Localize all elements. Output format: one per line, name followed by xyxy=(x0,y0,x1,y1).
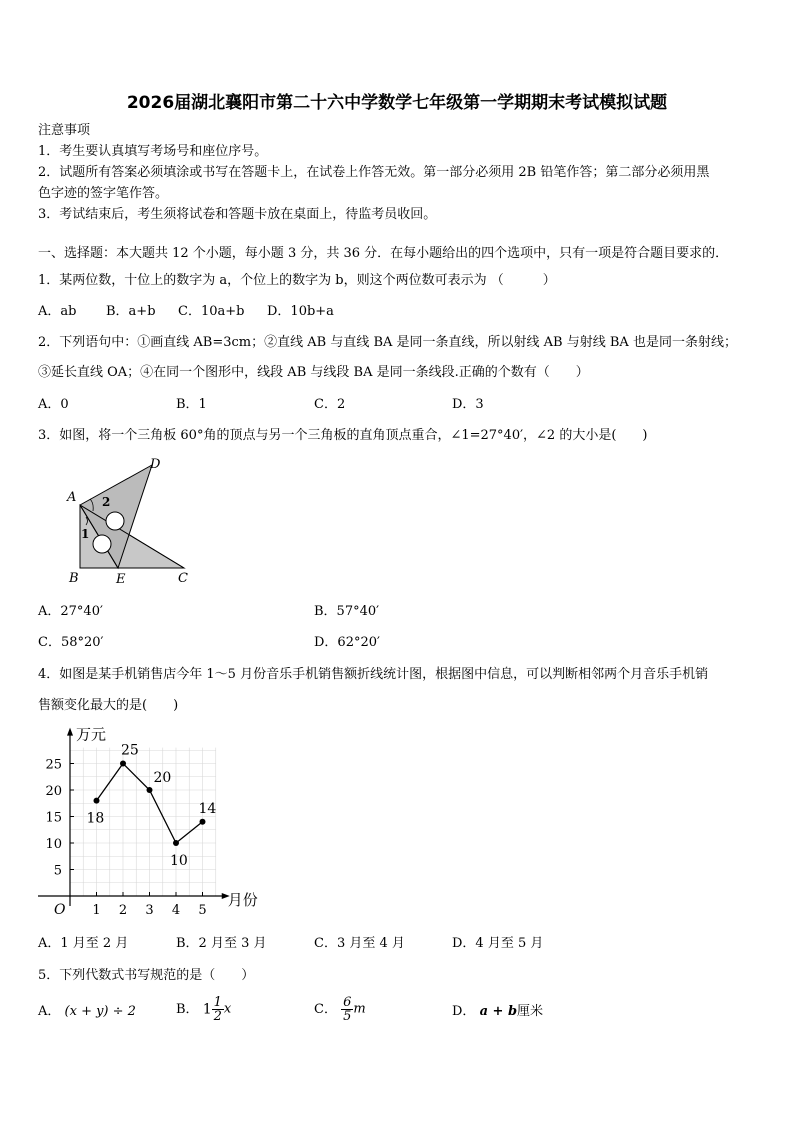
q2-option-d[interactable]: D．3 xyxy=(452,397,484,412)
q3-option-a[interactable]: A．27°40′ xyxy=(38,604,103,619)
q5-option-b-whole: 1 xyxy=(202,1001,212,1018)
y-tick-label: 5 xyxy=(53,863,62,879)
q1-option-c[interactable]: C．10a+b xyxy=(178,304,245,319)
q2-option-c[interactable]: C．2 xyxy=(314,397,346,412)
sales-line-chart xyxy=(30,724,270,924)
q5-option-c-num: 6 xyxy=(343,995,352,1010)
q5-option-d-unit: 厘米 xyxy=(517,1004,544,1019)
label-a: A xyxy=(67,490,77,505)
data-label: 18 xyxy=(86,810,105,827)
y-tick-label: 15 xyxy=(45,810,62,826)
x-tick-label: 5 xyxy=(198,903,207,918)
label-d: D xyxy=(150,457,161,472)
q5-option-a[interactable] xyxy=(38,1003,136,1021)
notice-heading: 注意事项 xyxy=(38,123,91,138)
q2-option-b[interactable]: B．1 xyxy=(176,397,207,412)
q4-option-d[interactable]: D．4 月至 5 月 xyxy=(452,936,544,951)
x-tick-label: 1 xyxy=(92,903,101,918)
q4-option-a[interactable]: A．1 月至 2 月 xyxy=(38,936,129,951)
data-point xyxy=(94,798,100,804)
y-tick-label: 25 xyxy=(45,757,62,773)
origin-label: O xyxy=(54,902,66,918)
x-axis-label: 月份 xyxy=(227,891,258,909)
q5-option-a-expr: (x + y) ÷ 2 xyxy=(64,1004,136,1019)
q3-option-d[interactable]: D．62°20′ xyxy=(314,635,380,650)
data-point xyxy=(147,787,153,793)
q4-option-b[interactable]: B．2 月至 3 月 xyxy=(176,936,267,951)
data-label: 20 xyxy=(153,770,172,786)
label-b: B xyxy=(69,571,79,586)
q5-option-c-fraction xyxy=(341,996,353,1023)
q5-option-b-fraction xyxy=(212,996,224,1023)
q5-option-c-den: 5 xyxy=(343,1009,352,1024)
y-tick-label: 10 xyxy=(45,837,62,852)
q4-option-c[interactable]: C．3 月至 4 月 xyxy=(314,936,405,951)
q5-option-b-var: x xyxy=(223,1001,232,1017)
data-label: 14 xyxy=(198,800,217,817)
q3-option-c[interactable]: C．58°20′ xyxy=(38,635,104,650)
question-4-line1: 4．如图是某手机销售店今年 1～5 月份音乐手机销售额折线统计图，根据图中信息，可以判断相邻两个月音乐手机销 xyxy=(38,667,709,682)
notice-item: 1．考生要认真填写考场号和座位序号。 xyxy=(38,144,268,159)
q5-option-b-num: 1 xyxy=(213,995,222,1010)
q5-option-d-label: D． xyxy=(452,1004,476,1019)
x-tick-label: 2 xyxy=(118,903,128,918)
data-point xyxy=(120,761,126,767)
q5-option-c-var: m xyxy=(353,1001,366,1017)
q1-option-b[interactable]: B．a+b xyxy=(106,304,156,319)
question-1: 1．某两位数，十位上的数字为 a，个位上的数字为 b，则这个两位数可表示为 （ ） xyxy=(38,273,556,288)
data-point xyxy=(200,819,206,825)
label-angle-1: 1 xyxy=(81,527,90,541)
section-heading: 一、选择题：本大题共 12 个小题，每小题 3 分，共 36 分．在每小题给出的四个选项中，只有一项是符合题目要求的． xyxy=(38,246,729,261)
q1-option-d[interactable]: D．10b+a xyxy=(267,304,334,319)
q5-option-c[interactable] xyxy=(314,996,366,1023)
question-2-line1: 2．下列语句中：①画直线 AB=3cm；②直线 AB 与直线 BA 是同一条直线，所以射线 AB 与射线 BA 也是同一条射线； xyxy=(38,335,737,350)
y-axis-arrow xyxy=(67,728,73,736)
question-3: 3．如图，将一个三角板 60°角的顶点与另一个三角板的直角顶点重合，∠1=27°40′，∠2 的大小是( ) xyxy=(38,428,648,443)
notice-item: 2．试题所有答案必须填涂或书写在答题卡上，在试卷上作答无效。第一部分必须用 2B 铅笔作答；第二部分必须用黑 xyxy=(38,165,710,180)
y-tick-label: 20 xyxy=(45,784,62,799)
q5-option-d-expr: a + b xyxy=(479,1004,518,1019)
label-c: C xyxy=(178,571,188,586)
q5-option-c-label: C． xyxy=(314,1002,337,1017)
question-5: 5．下列代数式书写规范的是（ ） xyxy=(38,968,255,983)
q3-option-b[interactable]: B．57°40′ xyxy=(314,604,380,619)
q5-option-a-label: A． xyxy=(38,1004,61,1019)
notice-item: 3．考试结束后，考生须将试卷和答题卡放在桌面上，待监考员收回。 xyxy=(38,207,437,222)
y-axis-label: 万元 xyxy=(76,725,107,744)
q2-option-a[interactable]: A．0 xyxy=(38,397,69,412)
chart-labels xyxy=(45,726,257,918)
data-point xyxy=(173,840,179,846)
q5-option-b-label: B． xyxy=(176,1002,199,1017)
data-label: 10 xyxy=(170,853,188,869)
q5-option-d[interactable] xyxy=(452,1003,543,1021)
page-title: 2026届湖北襄阳市第二十六中学数学七年级第一学期期末考试模拟试题 xyxy=(126,93,668,113)
q1-option-a[interactable]: A．ab xyxy=(38,304,77,319)
q5-option-b[interactable] xyxy=(176,996,231,1023)
question-4-line2: 售额变化最大的是( ) xyxy=(38,698,179,713)
label-e: E xyxy=(116,572,126,587)
notice-item: 色字迹的签字笔作答。 xyxy=(38,186,169,201)
x-tick-label: 3 xyxy=(145,903,154,918)
q5-option-b-den: 2 xyxy=(213,1009,222,1024)
x-tick-label: 4 xyxy=(171,903,181,918)
data-label: 25 xyxy=(121,742,139,759)
label-angle-2: 2 xyxy=(102,495,111,509)
q3-triangle-figure xyxy=(60,455,200,590)
question-2-line2: ③延长直线 OA；④在同一个图形中，线段 AB 与线段 BA 是同一条线段.正确的个数有（ ） xyxy=(38,365,589,380)
